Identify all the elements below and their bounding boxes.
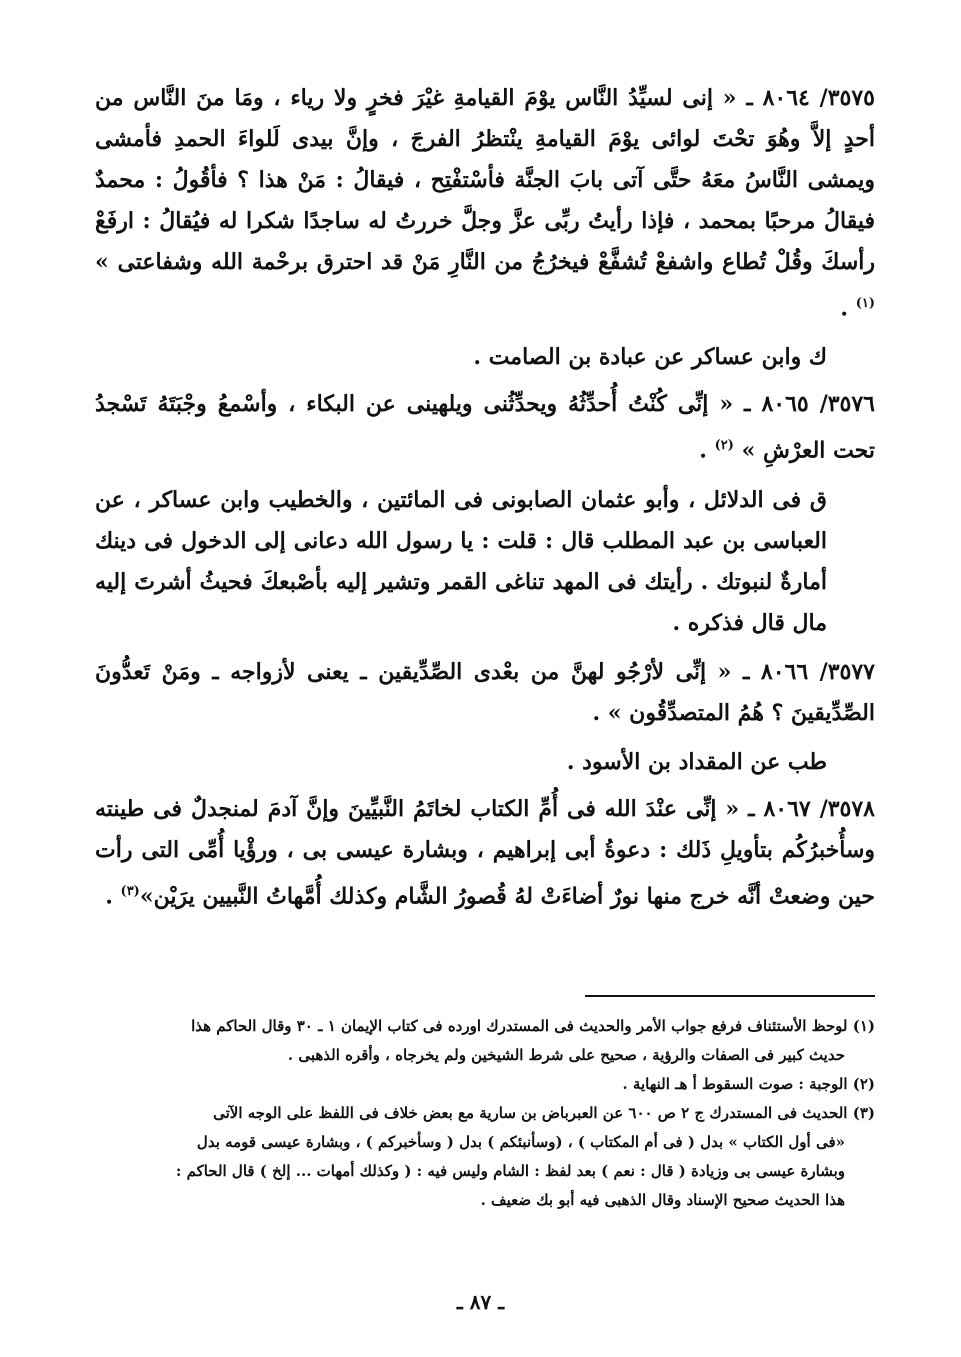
- hadith-source: طب عن المقداد بن الأسود .: [566, 748, 827, 775]
- footnote-ref: (١): [855, 296, 875, 311]
- footnote-ref: (٢): [714, 438, 734, 454]
- footnotes: [95, 1012, 875, 1215]
- footnote-1: [95, 1012, 875, 1070]
- footnote-line: «فى أول الكتاب » بدل ( فى أم المكتاب ) ، (وسأنبئكم ) بدل ( وسأخبركم ) ، وبشارة عيسى قومه بدل: [196, 1133, 845, 1151]
- footnote-3: [95, 1099, 875, 1215]
- hadith-3577: [95, 652, 875, 734]
- footnote-line: حديث كبير فى الصفات والرؤية ، صحيح على شرط الشيخين ولم يخرجاه ، وأقره الذهبى .: [287, 1046, 845, 1064]
- hadith-source: ك وابن عساكر عن عبادة بن الصامت .: [473, 344, 827, 371]
- footnote-marker: (٢): [852, 1075, 875, 1093]
- footnote-divider: [585, 995, 875, 997]
- hadith-text: ٣٥٧٨/ ٨٠٦٧ ـ « إنِّى عنْدَ الله فى أُمِّ الكتاب لخاتَمُ النَّبيِّينَ وإنَّ آدمَ لمنجدلٌ فى طينته وسأُخبرُكُم بتأويلِ ذَلك : دعوةُ أبى إبراهيم ، وبشارة عيسى بى ، ورؤْيا أُمِّى التى رأت حين وضعتْ أنَّه خرج منها نورٌ أضاءَتْ لهُ قُصورُ الشَّام وكذلك أُمَّهاتُ النَّبيين يرَيْن»: [95, 795, 875, 909]
- hadith-3576: ٣٥٧٦/ ٨٠٦٥ ـ « إنِّى كُنْتُ أُحدِّثُهُ ويحدِّثُنى ويلهينى عن البكاء ، وأسْمعُ وجْبَتَهُ تَسْجدُ تحت العرْشِ » $^{(٢)}$ .: [95, 391, 875, 464]
- hadith-source: ق فى الدلائل ، وأبو عثمان الصابونى فى المائتين ، والخطيب وابن عساكر ، عن العباسى بن عبد المطلب قال : قلت : يا رسول الله دعانى إلى الدخول فى دينك أمارةٌ لنبوتك . رأيتك فى المهد تناغى القمر وتشير إليه بأصْبعكَ فحيثُ أشرتَ إليه مال قال فذكره .: [95, 486, 827, 636]
- hadith-text: ٣٥٧٧/ ٨٠٦٦ ـ « إنِّى لأرْجُو لهنَّ من بعْدى الصِّدِّيقين ـ يعنى لأزواجه ـ ومَنْ تَعدُّونَ الصِّدِّيقينَ ؟ هُمُ المتصدِّقُون » .: [95, 658, 875, 726]
- hadith-text: ٣٥٧٥/ ٨٠٦٤ ـ « إنى لسيِّدُ النَّاس يوْمَ القيامةِ غيْرَ فخرٍ ولا رياء ، ومَا منَ النَّاس من أحدٍ إلاَّ وهُوَ تحْتَ لوائى يوْمَ القيامةِ ينْتظرُ الفرجَ ، وإنَّ بيدى لَلواءَ الحمدِ فأمشى ويمشى النَّاسُ معَهُ حتَّى آتى بابَ الجنَّة فأسْتفْتِح ، فيقالُ : مَنْ هذا ؟ فأقُولُ : محمدٌ فيقالُ مرحبًا بمحمد ، فإذا رأيتُ ربِّى عزَّ وجلَّ خررتُ له ساجدًا شكرا له فيُقالُ : ارفَعْ رأسكَ وقُلْ تُطاع واشفعْ تُشفَّعْ فيخرُجُ من النَّارِ مَنْ قد احترق برحْمة الله وشفاعتى »: [95, 85, 875, 275]
- footnote-line: وبشارة عيسى بى وزيادة ( قال : نعم ) بعد لفظ : الشام وليس فيه : ( وكذلك أمهات ... إلخ ) قال الحاكم :: [175, 1162, 845, 1180]
- footnote-2: [95, 1070, 875, 1099]
- hadith-text: ٣٥٧٦/ ٨٠٦٥ ـ « إنِّى كُنْتُ أُحدِّثُهُ ويحدِّثُنى ويلهينى عن البكاء ، وأسْمعُ وجْبَتَهُ تَسْجدُ تحت العرْشِ »: [95, 391, 875, 464]
- page-number: ـ ٨٧ ـ: [456, 1290, 505, 1314]
- footnote-marker: (٣): [852, 1104, 875, 1122]
- hadith-3575: ٣٥٧٥/ ٨٠٦٤ ـ « إنى لسيِّدُ النَّاس يوْمَ القيامةِ غيْرَ فخرٍ ولا رياء ، ومَا منَ النَّاس من أحدٍ إلاَّ وهُوَ تحْتَ لوائى يوْمَ القيامةِ ينْتظرُ الفرجَ ، وإنَّ بيدى لَلواءَ الحمدِ فأمشى ويمشى النَّاسُ معَهُ حتَّى آتى بابَ الجنَّة فأسْتفْتِح ، فيقالُ : مَنْ هذا ؟ فأقُولُ : محمدٌ فيقالُ مرحبًا بمحمد ، فإذا رأيتُ ربِّى عزَّ وجلَّ خررتُ له ساجدًا شكرا له فيُقالُ : ارفَعْ رأسكَ وقُلْ تُطاع واشفعْ تُشفَّعْ فيخرُجُ من النَّارِ مَنْ قد احترق برحْمة الله وشفاعتى » $^{(١)}$ .: [95, 85, 875, 322]
- hadith-3578: ٣٥٧٨/ ٨٠٦٧ ـ « إنِّى عنْدَ الله فى أُمِّ الكتاب لخاتَمُ النَّبيِّينَ وإنَّ آدمَ لمنجدلٌ فى طينته وسأُخبرُكُم بتأويلِ ذَلك : دعوةُ أبى إبراهيم ، وبشارة عيسى بى ، ورؤْيا أُمِّى التى رأت حين وضعتْ أنَّه خرج منها نورٌ أضاءَتْ لهُ قُصورُ الشَّام وكذلك أُمَّهاتُ النَّبيين يرَيْن»$^{(٣)}$ .: [95, 795, 875, 909]
- main-text: [95, 78, 875, 925]
- footnote-line: هذا الحديث صحيح الإسناد وقال الذهبى فيه أبو بك ضعيف .: [480, 1191, 845, 1209]
- footnote-marker: (١): [852, 1017, 875, 1035]
- footnote-line: الحديث فى المستدرك ج ٢ ص ٦٠٠ عن العبرباض بن سارية مع بعض خلاف فى اللفظ على الوجه الآتى: [213, 1104, 848, 1122]
- footnote-line: لوحظ الأستئناف فرفع جواب الأمر والحديث فى المستدرك اورده فى كتاب الإيمان ١ ـ ٣٠ وقال الحاكم هذا: [191, 1017, 848, 1035]
- footnote-ref: (٣): [120, 883, 140, 899]
- footnote-line: الوجبة : صوت السقوط أ هـ النهاية .: [622, 1075, 848, 1093]
